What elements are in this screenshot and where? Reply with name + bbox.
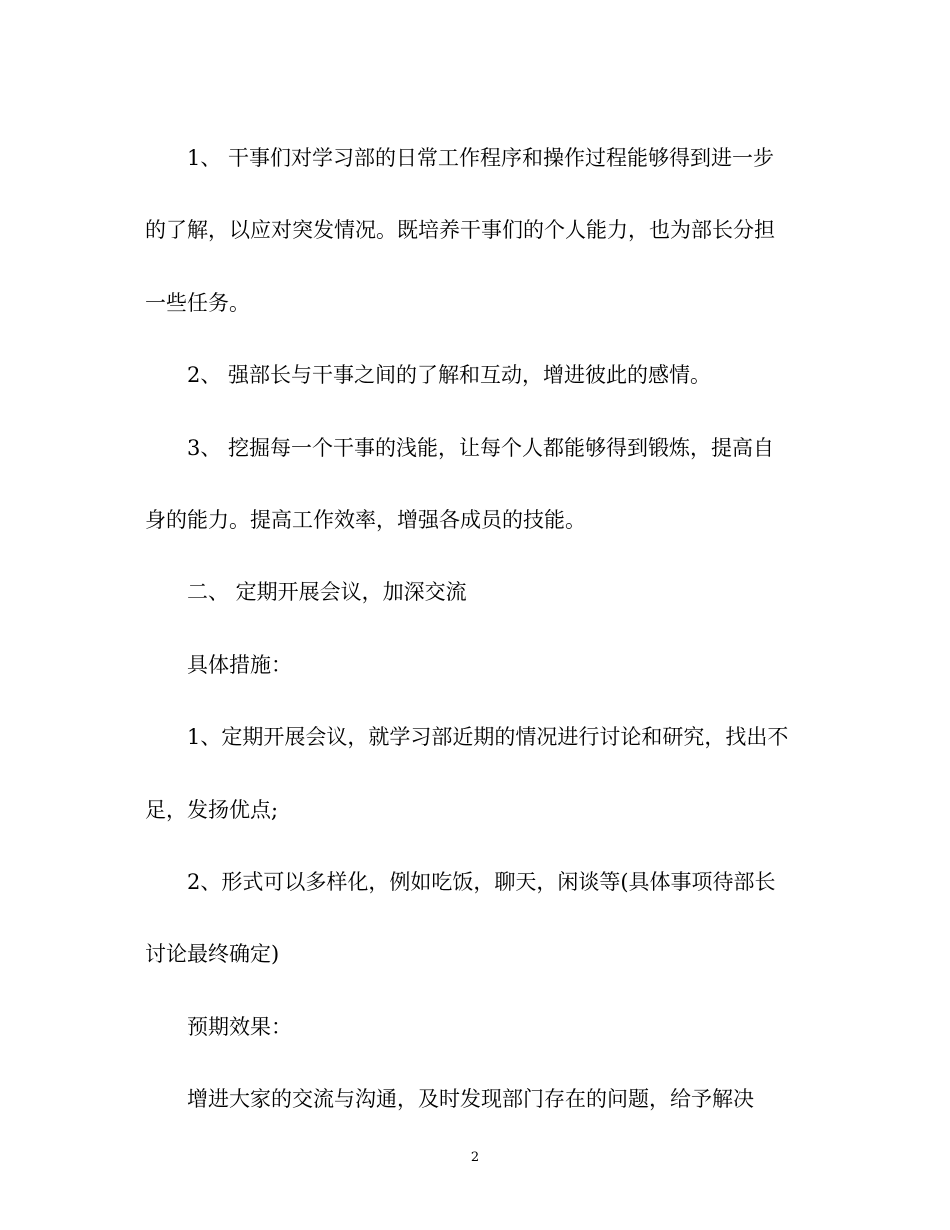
line: 具体措施： — [187, 652, 292, 677]
line: 3、 挖掘每一个干事的浅能，让每个人都能够得到锻炼，提高自 — [187, 435, 775, 460]
line: 增进大家的交流与沟通，及时发现部门存在的问题，给予解决 — [187, 1087, 754, 1112]
paragraph-6 — [145, 701, 815, 846]
line: 讨论最终确定) — [145, 942, 280, 967]
section-heading-2 — [145, 556, 815, 628]
expected-effect-label — [145, 991, 815, 1063]
line: 的了解，以应对突发情况。既培养干事们的个人能力，也为部长分担 — [145, 218, 775, 243]
line: 1、 干事们对学习部的日常工作程序和操作过程能够得到进一步 — [187, 146, 775, 170]
line: 身的能力。提高工作效率，增强各成员的技能。 — [145, 508, 586, 533]
paragraph-7 — [145, 846, 815, 991]
paragraph-1 — [145, 122, 815, 339]
line: 2、形式可以多样化，例如吃饭，聊天，闲谈等(具体事项待部长 — [187, 870, 776, 895]
line: 二、 定期开展会议，加深交流 — [187, 580, 467, 605]
page-number: 2 — [470, 1150, 480, 1165]
line: 1、定期开展会议，就学习部近期的情况进行讨论和研究，找出不 — [187, 725, 789, 750]
measures-label — [145, 629, 815, 701]
body-text — [145, 122, 815, 1136]
line: 预期效果： — [187, 1014, 292, 1039]
line: 足，发扬优点; — [145, 797, 279, 822]
paragraph-2 — [145, 339, 815, 411]
paragraph-9 — [145, 1063, 815, 1135]
line: 2、 强部长与干事之间的了解和互动，增进彼此的感情。 — [187, 363, 712, 388]
line: 一些任务。 — [145, 290, 250, 315]
paragraph-3 — [145, 412, 815, 557]
